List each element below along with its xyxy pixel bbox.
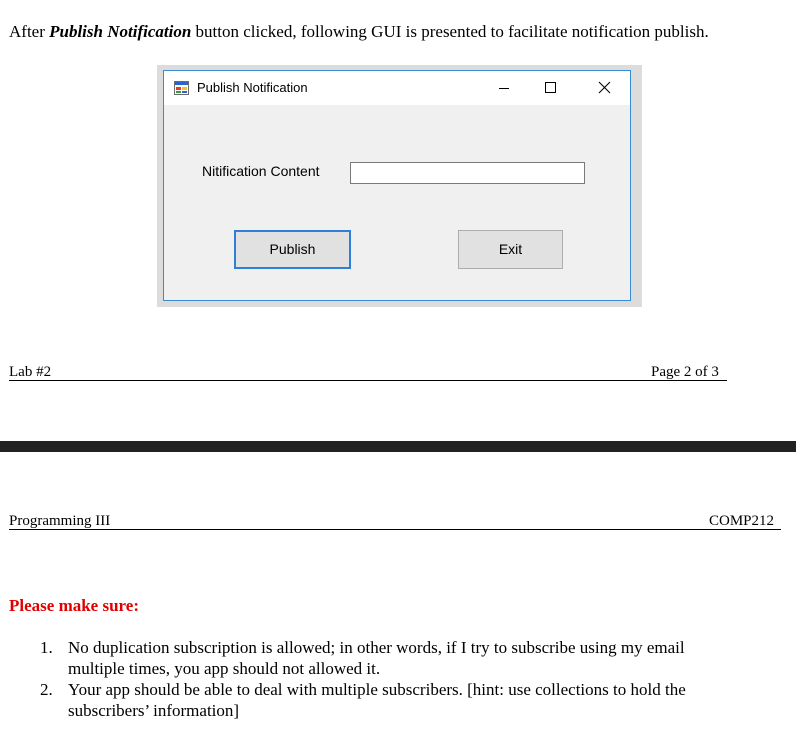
header-course-code: COMP212 — [709, 513, 775, 529]
maximize-button[interactable] — [527, 71, 573, 105]
minimize-button[interactable] — [481, 71, 527, 105]
list-item — [40, 679, 780, 721]
list-item-line: subscribers’ information] — [68, 701, 240, 720]
footer-rule — [9, 380, 727, 381]
header-left-text: Programming III — [9, 513, 111, 529]
notes-list — [40, 637, 780, 721]
close-icon — [581, 71, 627, 105]
list-item-line: multiple times, you app should not allowed it. — [68, 659, 381, 678]
intro-bold-button-name: Publish Notification — [49, 22, 192, 41]
footer-page-number: Page 2 of 3 — [651, 364, 719, 380]
list-item-number: 2. — [40, 680, 53, 699]
maximize-icon — [527, 71, 573, 105]
page-break-bar — [0, 441, 796, 452]
window-titlebar[interactable] — [164, 71, 630, 105]
list-item-line: No duplication subscription is allowed; in other words, if I try to subscribe using my email — [68, 638, 685, 657]
notification-content-input[interactable] — [350, 162, 585, 184]
notes-heading: Please make sure: — [9, 596, 139, 615]
close-button[interactable] — [581, 71, 627, 105]
publish-button[interactable]: Publish — [234, 230, 351, 269]
list-item-number: 1. — [40, 638, 53, 657]
list-item — [40, 637, 780, 679]
window-app-icon — [174, 81, 189, 95]
exit-button[interactable]: Exit — [458, 230, 563, 269]
notification-content-label: Nitification Content — [202, 163, 320, 179]
minimize-icon — [481, 71, 527, 105]
intro-prefix: After — [9, 22, 50, 41]
publish-notification-window — [163, 70, 631, 301]
window-title: Publish Notification — [197, 80, 308, 95]
intro-suffix: button clicked, following GUI is presented to facilitate notification publish. — [191, 22, 709, 41]
footer-left-text: Lab #2 — [9, 364, 52, 380]
list-item-line: Your app should be able to deal with multiple subscribers. [hint: use collections to hold the — [68, 680, 686, 699]
intro-paragraph — [9, 22, 709, 42]
header-rule — [9, 529, 781, 530]
